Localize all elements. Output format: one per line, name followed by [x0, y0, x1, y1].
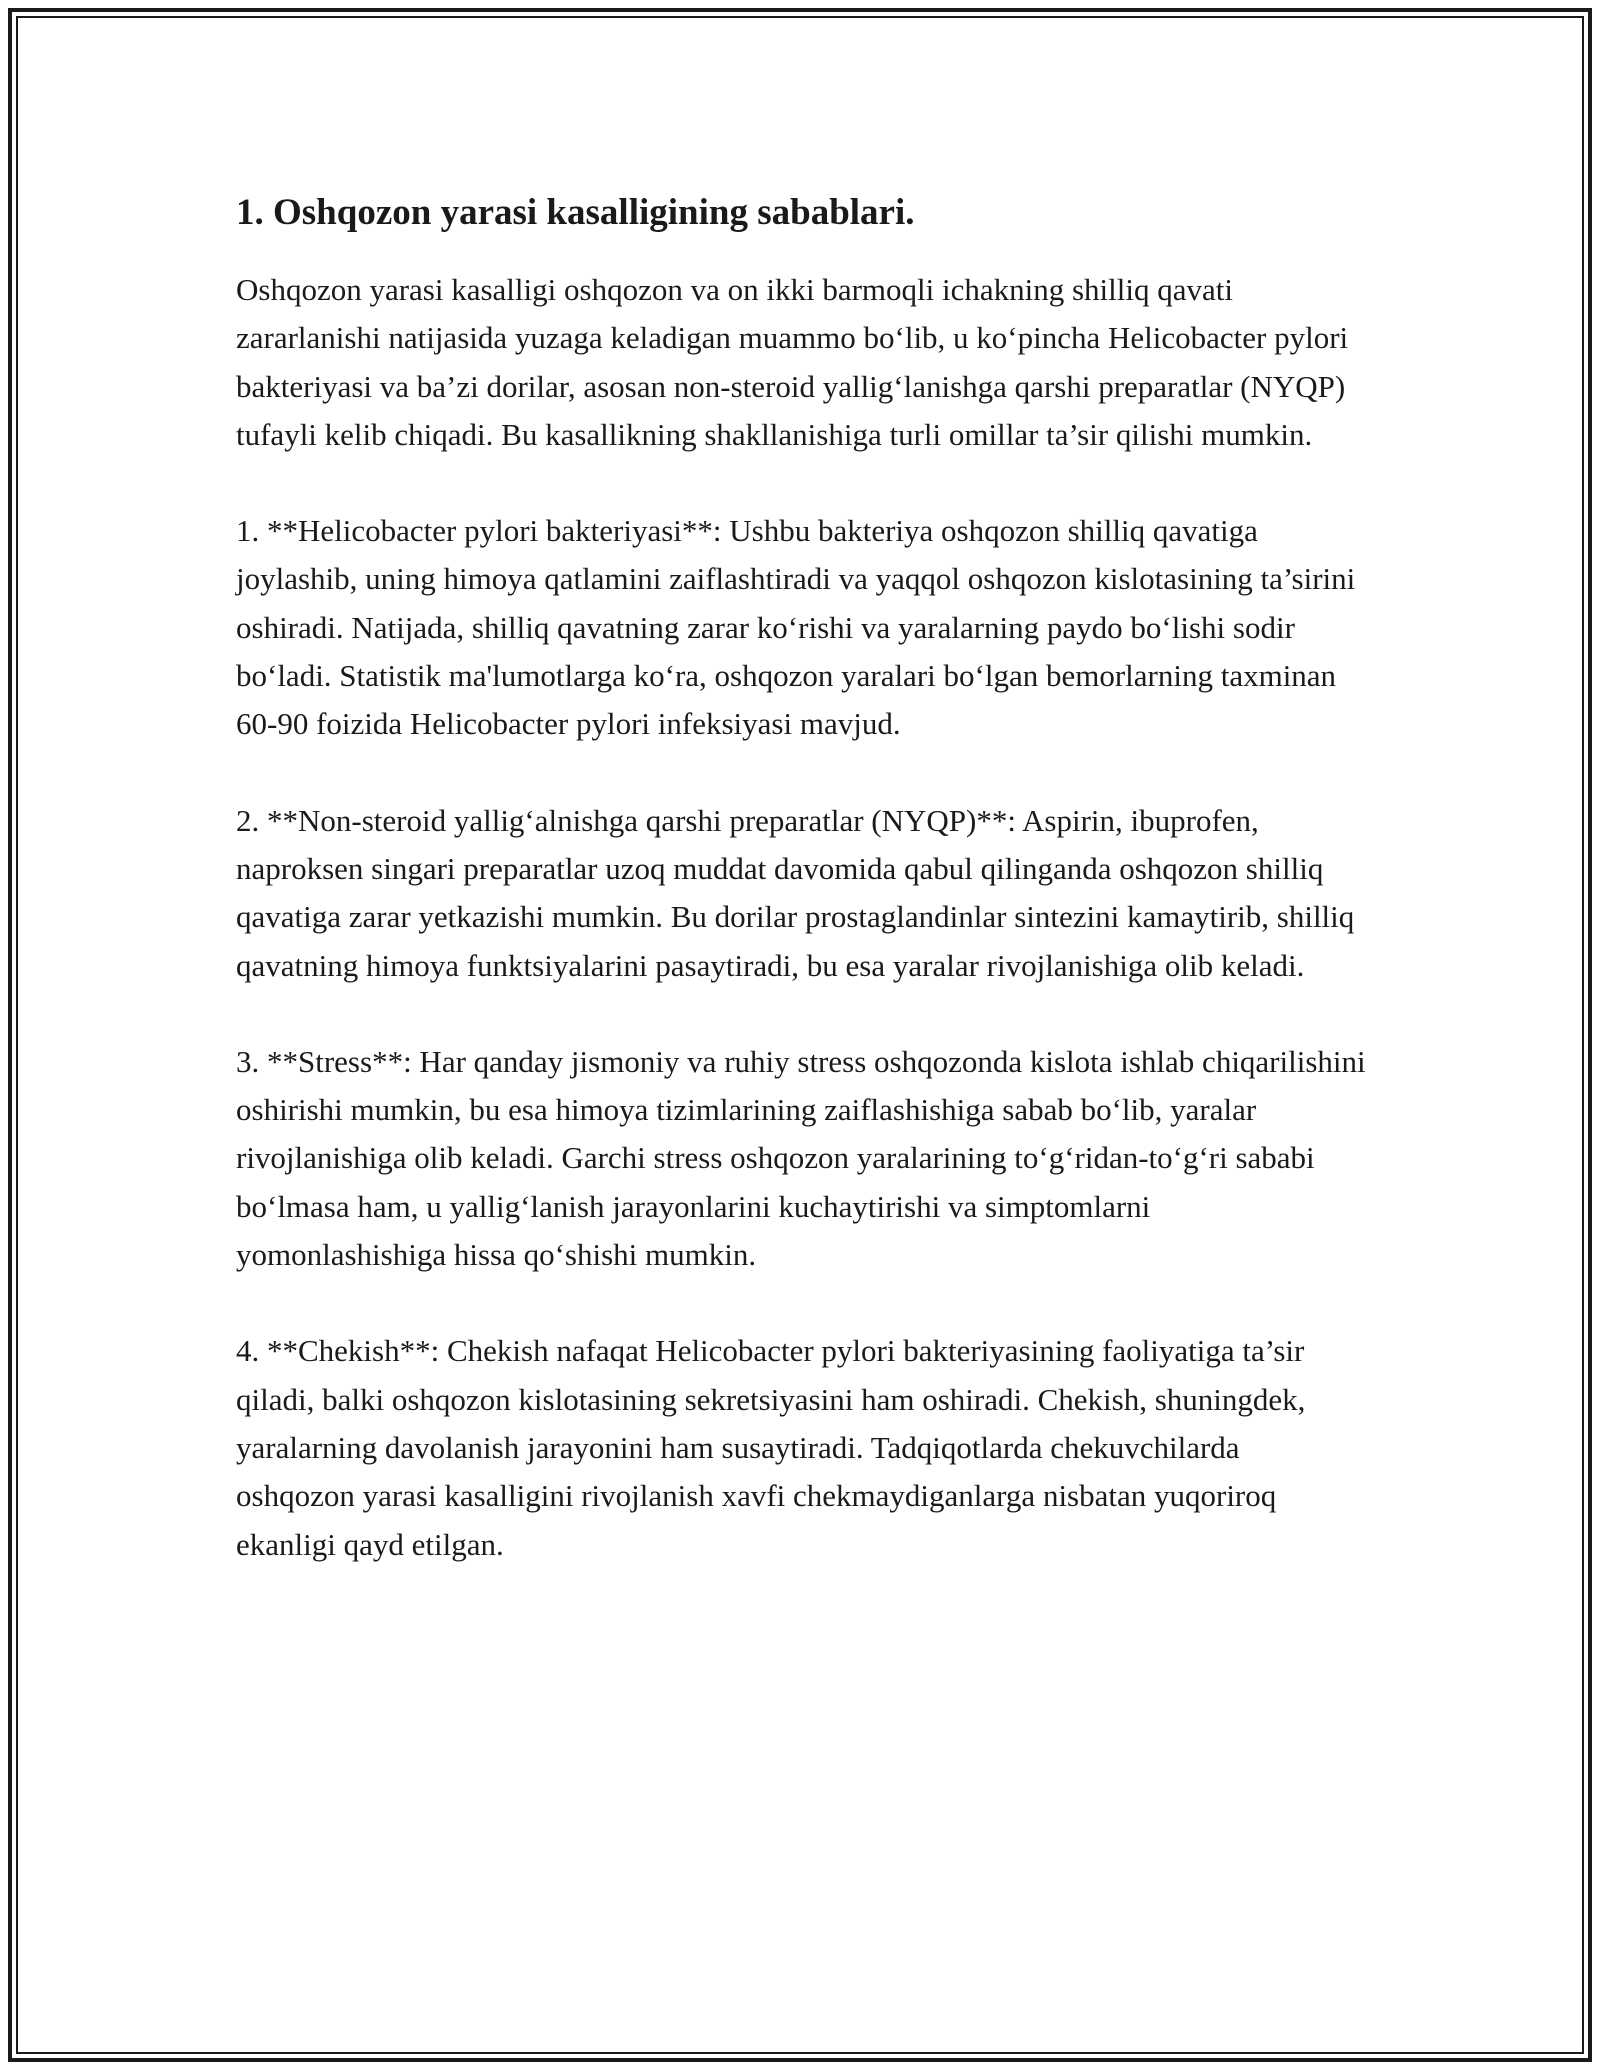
- section-title: 1. Oshqozon yarasi kasalligining sabablari.: [236, 192, 915, 233]
- paragraph-helicobacter: 1. **Helicobacter pylori bakteriyasi**: Ushbu bakteriya oshqozon shilliq qavatiga joylashib, uning himoya qatlamini zaiflashtiradi va yaqqol oshqozon kislotasining ta’sirini oshiradi. Natijada, shilliq qavatning zarar ko‘rishi va yaralarning paydo bo‘lishi sodir bo‘ladi. Statistik ma'lumotlarga ko‘ra, oshqozon yaralari bo‘lgan bemorlarning taxminan 60-90 foizida Helicobacter pylori infeksiyasi mavjud.: [236, 513, 1356, 742]
- document-body: [236, 188, 1366, 1617]
- paragraph-stress: 3. **Stress**: Har qanday jismoniy va ruhiy stress oshqozonda kislota ishlab chiqarilishini oshirishi mumkin, bu esa himoya tizimlarining zaiflashishiga sabab bo‘lib, yaralar rivojlanishiga olib keladi. Garchi stress oshqozon yaralarining to‘g‘ridan-to‘g‘ri sababi bo‘lmasa ham, u yallig‘lanish jarayonlarini kuchaytirishi va simptomlarni yomonlashishiga hissa qo‘shishi mumkin.: [236, 1043, 1366, 1273]
- paragraph-smoking: 4. **Chekish**: Chekish nafaqat Helicobacter pylori bakteriyasining faoliyatiga ta’sir qiladi, balki oshqozon kislotasining sekretsiyasini ham oshiradi. Chekish, shuningdek, yaralarning davolanish jarayonini ham susaytiradi. Tadqiqotlarda chekuvchilarda oshqozon yarasi kasalligini rivojlanish xavfi chekmaydiganlarga nisbatan yuqoriroq ekanligi qayd etilgan.: [236, 1333, 1306, 1562]
- intro-paragraph: Oshqozon yarasi kasalligi oshqozon va on ikki barmoqli ichakning shilliq qavati zararlanishi natijasida yuzaga keladigan muammo bo‘lib, u ko‘pincha Helicobacter pylori bakteriyasi va ba’zi dorilar, asosan non-steroid yallig‘lanishga qarshi preparatlar (NYQP) tufayli kelib chiqadi. Bu kasallikning shakllanishiga turli omillar ta’sir qilishi mumkin.: [236, 272, 1349, 452]
- paragraph-nsaids: 2. **Non-steroid yallig‘alnishga qarshi preparatlar (NYQP)**: Aspirin, ibuprofen, naproksen singari preparatlar uzoq muddat davomida qabul qilinganda oshqozon shilliq qavatiga zarar yetkazishi mumkin. Bu dorilar prostaglandinlar sintezini kamaytirib, shilliq qavatning himoya funktsiyalarini pasaytiradi, bu esa yaralar rivojlanishiga olib keladi.: [236, 802, 1355, 983]
